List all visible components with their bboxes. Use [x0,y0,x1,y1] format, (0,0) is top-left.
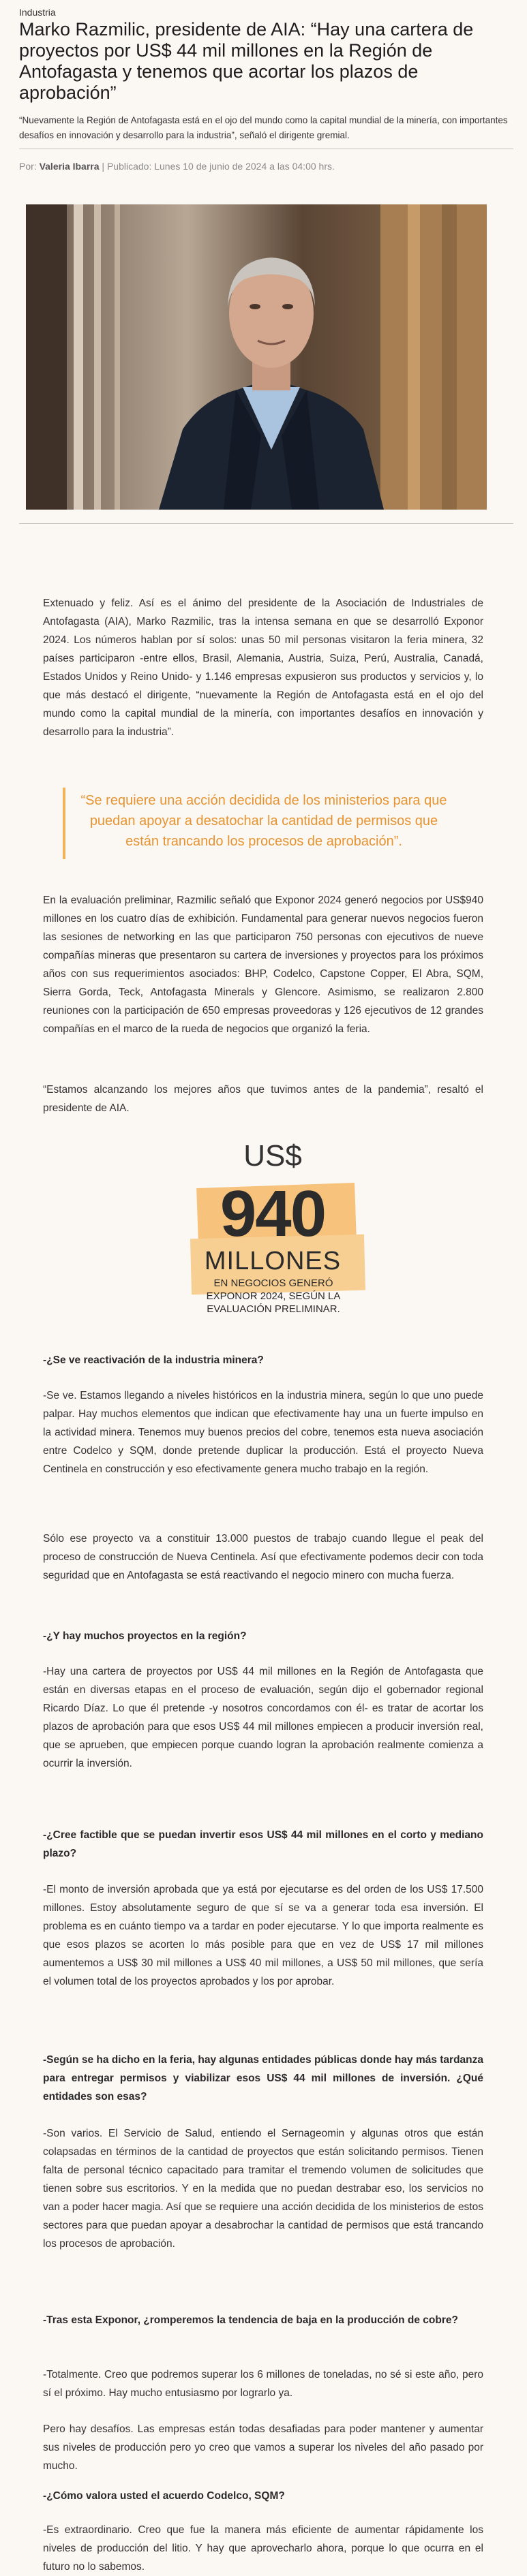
body-paragraph: En la evaluación preliminar, Razmilic señaló que Exponor 2024 generó negocios por US$940 millones en los cuatro días de exhibición. Fundamental para generar nuevos negocios fueron las sesiones de networking en las que participaron 750 personas con ejecutivos de nueve compañías mineras que presentaron su cartera de inversiones y proyectos para los próximos años con sus requerimientos asociados: BHP, Codelco, Capstone Copper, El Abra, SQM, Sierra Gorda, Teck, Antofagasta Minerals y Glencore. Asimismo, se realizaron 2.800 reuniones con la participación de 650 empresas proveedoras y 126 ejecutivos de 12 grandes compañías en el marco de la rueda de negocios que organizó la feria. [43,895,483,1035]
answer: -Hay una cartera de proyectos por US$ 44 mil millones en la Región de Antofagasta que están en diversas etapas en el proceso de evaluación, según dijo el gobernador regional Ricardo Díaz. Lo que él pretende -y nosotros concordamos con él- es tratar de acortar los plazos de aprobación para que esos US$ 44 mil millones empiecen a producir inversión real, que se aprueben, que empiecen porque cuando logran la aprobación realmente comienza a ocurrir la inversión. [43,1666,483,1769]
stat-caption: EN NEGOCIOS GENERÓ EXPONOR 2024, SEGÚN LA EVALUACIÓN PRELIMINAR. [206,1277,341,1315]
author-name[interactable]: Valeria Ibarra [39,161,100,172]
answer: -Totalmente. Creo que podremos superar los 6 millones de toneladas, no sé si este año, pero sí el próximo. Hay mucho entusiasmo por lograrlo ya. [43,2369,483,2399]
portrait-photo [26,204,487,510]
byline-prefix: Por: [19,161,37,172]
question: -Según se ha dicho en la feria, hay algunas entidades públicas donde hay más tardanza para entregar permisos y viabilizar esos US$ 44 mil millones de inversión. ¿Qué entidades son esas? [43,2054,484,2102]
pullquote-bar [63,788,65,859]
stat-currency: US$ [243,1139,302,1173]
answer: -El monto de inversión aprobada que ya está por ejecutarse es del orden de los US$ 17.500 millones. Estoy absolutamente seguro de que sí se va a generar toda esa inversión. El problema es en cuánto tiempo va a tardar en poder ejecutarse. Y lo que importa realmente es que esos plazos se acorten lo más posible para que en vez de US$ 17 mil millones aumentemos a US$ 30 mil millones a US$ 40 mil millones, a US$ 50 mil millones, que sería el volumen total de los proyectos aprobados y los por aprobar. [43,1884,483,1987]
body-paragraph: Sólo ese proyecto va a constituir 13.000 puestos de trabajo cuando llegue el peak del proceso de construcción de Nueva Centinela. Así que efectivamente podemos decir con toda seguridad que en Antofagasta se está reactivando el negocio minero con mucha fuerza. [43,1533,483,1581]
answer: -Se ve. Estamos llegando a niveles históricos en la industria minera, según lo que uno puede palpar. Hay muchos elementos que indican que efectivamente hay una un fuerte impulso en la actividad minera. Tenemos muy buenos precios del cobre, tenemos esta nueva asociación entre Codelco y SQM, donde pretende duplicar la producción. Está el proyecto Nueva Centinela en construcción y eso efectivamente genera mucho trabajo en la región. [43,1390,483,1475]
question: -¿Y hay muchos proyectos en la región? [43,1630,247,1642]
byline [19,158,340,174]
stat-number: 940 [220,1177,326,1250]
body-paragraph: Pero hay desafíos. Las empresas están todas desafiadas para poder mantener y aumentar sus niveles de producción pero yo creo que vamos a superar los niveles del año pasado por mucho. [43,2423,483,2472]
publish-date: Publicado: Lunes 10 de junio de 2024 a las 04:00 hrs. [106,161,335,172]
answer: -Es extraordinario. Creo que fue la manera más eficiente de aumentar rápidamente los niveles de producción del litio. Y hay que aprovecharlo ahora, porque lo que ocurra en el futuro no lo sabemos. [43,2524,483,2573]
question: -¿Cómo valora usted el acuerdo Codelco, SQM? [43,2490,285,2502]
section-label[interactable]: Industria [19,7,56,18]
body-paragraph: Extenuado y feliz. Así es el ánimo del presidente de la Asociación de Industriales de Antofagasta (AIA), Marko Razmilic, tras la intensa semana en que se desarrolló Exponor 2024. Los números hablan por sí solos: unas 50 mil personas visitaron la feria minera, 32 países participaron -entre ellos, Brasil, Alemania, Austria, Suiza, Perú, Australia, Canadá, Estados Unidos y Reino Unido- y 1.146 empresas expusieron sus productos y servicios y, lo que más destacó el dirigente, “nuevamente la Región de Antofagasta está en el ojo del mundo como la capital mundial de la minería, con importantes desafíos en innovación y desarrollo para la industria”. [43,598,483,738]
lead-paragraph: “Nuevamente la Región de Antofagasta está en el ojo del mundo como la capital mundial de la minería, con importantes desafíos en innovación y desarrollo para la industria”, señaló el dirigente gremial. [19,115,508,140]
stat-unit: MILLONES [204,1247,342,1275]
question: -¿Cree factible que se puedan invertir esos US$ 44 mil millones en el corto y mediano plazo? [43,1829,483,1859]
question: -Tras esta Exponor, ¿romperemos la tendencia de baja en la producción de cobre? [43,2314,458,2326]
byline-separator: | [102,161,105,172]
stat-graphic [184,1131,395,1335]
divider [19,523,513,524]
headline: Marko Razmilic, presidente de AIA: “Hay una cartera de proyectos por US$ 44 mil millones en la Región de Antofagasta y tenemos que acortar los plazos de aprobación” [19,19,474,103]
question: -¿Se ve reactivación de la industria minera? [43,1354,264,1366]
pullquote: “Se requiere una acción decidida de los ministerios para que puedan apoyar a desatochar la cantidad de permisos que están trancando los procesos de aprobación”. [80,793,447,849]
body-paragraph: “Estamos alcanzando los mejores años que tuvimos antes de la pandemia”, resaltó el presidente de AIA. [43,1084,483,1114]
answer: -Son varios. El Servicio de Salud, entiendo el Sernageomin y algunas otros que están colapsadas en términos de la cantidad de proyectos que están solicitando permisos. Tienen falta de personal técnico capacitado para tramitar el tremendo volumen de solicitudes que tienen sobre sus escritorios. Y en la medida que no puedan destrabar eso, los servicios no van a poder hacer magia. Así que se requiere una acción decidida de los ministerios de estos sectores para que puedan apoyar a desabrochar la cantidad de permisos que está trancando los procesos de aprobación. [43,2128,483,2250]
